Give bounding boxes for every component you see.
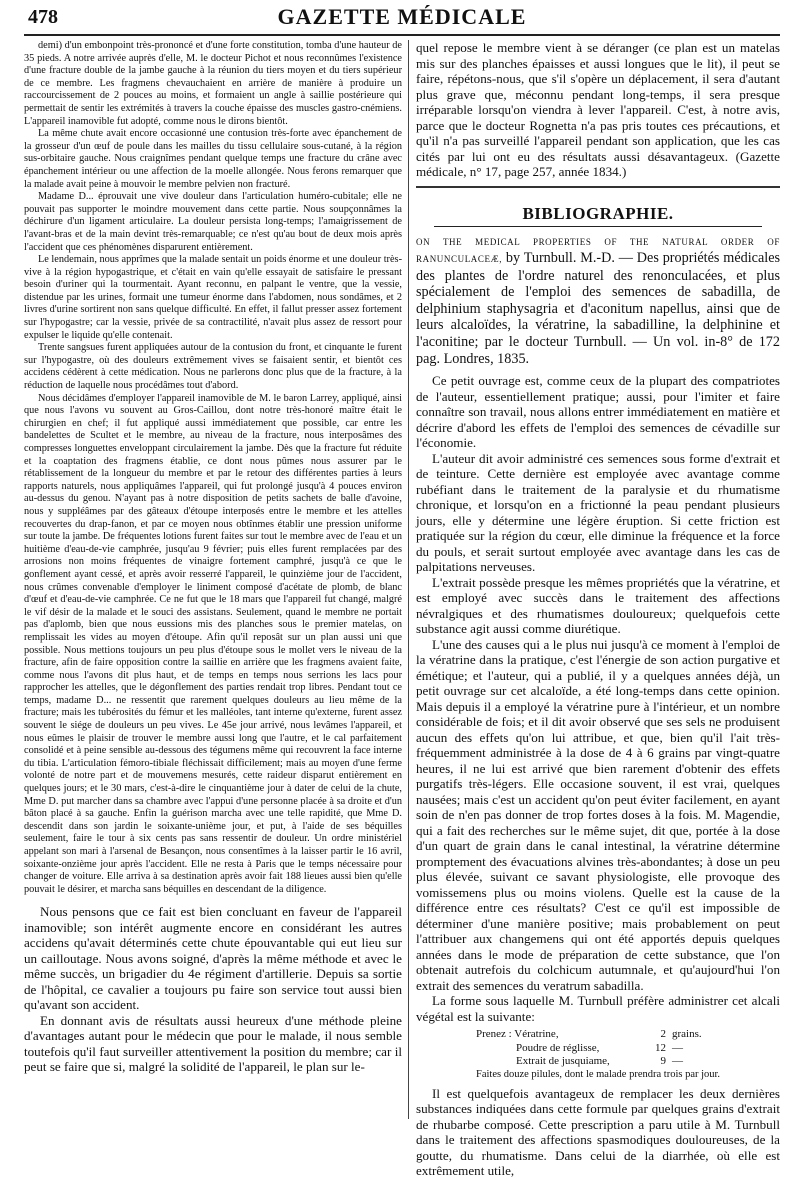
title-rule xyxy=(434,226,762,227)
formula-note: Faites douze pilules, dont le malade prendra trois par jour. xyxy=(476,1069,721,1081)
paragraph: L'une des causes qui a le plus nui jusqu'à ce moment à l'emploi de la vératrine dans la pratique, c'est l'énergie de son action purgative et émétique; et l'auteur, qui a publié, il y a quelques années déjà, un petit ouvrage sur cet alcaloïde, a été long-temps dans cette opinion. Mais depuis il a employé la vératrine pure à l'intérieur, et un nombre considérable de fois; et il dit avoir observé que ses sels ne produisent aucun des effets qu'on lui attribue, et que, bien qu'il l'ait très-fréquemment administrée à la dose de 4 à 6 grains par vingt-quatre heures, il ne lui est arrivé que bien rarement d'obtenir des effets purgatifs très-légers. Elle occasione souvent, il est vrai, quelques nausées; mais c'est un accident qu'on peut éviter facilement, en ayant soin de n'en pas donner de trop fortes doses à la fois. M. Magendie, qui a fait des recherches sur le même sujet, dit que, portée à la dose d'un quart de grain dans le canal intestinal, la vératrine détermine promptement des évacuations alvines très-abondantes; à dose un peu plus élevée, suivant ce savant physiologiste, elle provoque des vomissemens plus ou moins violens. Quelle est la cause de la différence entre ces résultats? C'est ce qu'il est impossible de déterminer d'une manière positive; mais probablement on peut l'attribuer aux changemens qui ont été apportés depuis quelques années dans le mode de préparation de cette substance, que l'on obtenait autrefois du colchicum autumnale, et qu'aujourd'hui l'on extrait des semences du veratrum sabadilla. xyxy=(416,636,780,993)
quantity: 12 xyxy=(655,1041,666,1054)
columns xyxy=(24,40,781,1179)
formula-row xyxy=(476,1042,780,1055)
paragraph: La même chute avait encore occasionné une contusion très-forte avec épanchement de la grosseur d'un œuf de poule dans les mailles du tissu cellulaire sous-cutané, à la région sus-orbitaire gauche. Nous craignîmes pendant quelque temps une fracture du crâne avec épanchement intérieur ou une affection de la moelle allongée. Nous ferons remarquer que la malade avait peine à mouvoir le membre pelvien non fracturé. xyxy=(24,128,402,190)
paragraph: demi) d'un embonpoint très-prononcé et d'une forte constitution, tomba d'une hauteur de 35 pieds. A notre arrivée auprès d'elle, M. le docteur Pichot et nous reconnûmes l'existence d'une fracture double de la jambe gauche à la réunion du tiers moyen et du tiers supérieur de ce membre. Les fragmens chevauchaient en arrière de manière à produire un raccourcissement de 2 pouces au moins, et formaient un angle à saillie postérieure qui permettait de sentir les extrémités à travers la couche épaisse des muscles gastro-cnémiens. L'appareil inamovible fut adopté, comme nous le dirons bientôt. xyxy=(24,40,402,127)
closing-section xyxy=(24,904,402,1075)
left-column xyxy=(24,40,402,1119)
paragraph: quel repose le membre vient à se déranger (ce plan est un matelas mis sur des planches épaisses et aussi longues que le lit), il peut se faire, répétons-nous, que s'il s'opère un déplacement, il sera d'autant plus grave que, méconnu pendant long-temps, il sera presque irréparable lorsqu'on viendra à lever l'appareil. C'est, à notre avis, parce que le docteur Rognetta n'a pas pris toutes ces précautions, et qu'il n'a pas surveillé l'appareil pendant son application, que les cas cités par lui ont eu des résultats aussi désavantageux. (Gazette médicale, n° 17, page 257, année 1834.) xyxy=(416,40,780,179)
ingredient: Poudre de réglisse, xyxy=(516,1041,600,1054)
paragraph: Il est quelquefois avantageux de remplacer les deux dernières substances indiquées dans cette formule par quelques grains d'extrait de rhubarbe composé. Cette prescription a paru utile à M. Turnbull dans le traitement des affections spasmodiques douloureuses, de la goutte, du rhumatisme. Dans celui de la diarrhée, où elle est extrêmement utile, xyxy=(416,1085,780,1179)
right-column xyxy=(416,40,781,1179)
section-separator xyxy=(416,186,780,188)
journal-title: GAZETTE MÉDICALE xyxy=(277,4,527,29)
paragraph: Trente sangsues furent appliquées autour de la contusion du front, et cinquante le furent sur l'hypogastre, où des douleurs extrêmement vives se faisaient sentir, et bientôt ces accidens cédèrent à cette médication. Nous ne parlerons donc plus que de la fracture, à la réduction de laquelle nous procédâmes tout d'abord. xyxy=(24,342,402,392)
paragraph: Madame D... éprouvait une vive douleur dans l'articulation huméro-cubitale; elle ne pouvait pas supporter le moindre mouvement dans cette partie. Nous soupçonnâmes la déchirure d'un ligament articulaire. La douleur persista long-temps; l'amaigrissement de l'avant-bras et de la main devint très-remarquable; ce n'est qu'au bout de deux mois après l'accident que ces phénomènes disparurent entièrement. xyxy=(24,191,402,253)
page-number: 478 xyxy=(28,6,58,28)
journal-page xyxy=(24,0,781,1179)
paragraph: Nous pensons que ce fait est bien concluant en faveur de l'appareil inamovible; son intérêt augmente encore en considérant les autres accidens qu'avait déterminés cette chute épouvantable qui eut lieu sur un cailloutage. Nous avons soigné, d'après la même méthode et avec le même succès, un brigadier du 4e régiment d'artillerie. Depuis sa sortie de l'hôpital, ce cavalier a toujours pu faire son service tout aussi bien qu'avant son accident. xyxy=(24,904,402,1013)
prescription-formula xyxy=(476,1028,780,1082)
formula-row xyxy=(476,1055,780,1068)
formula-row xyxy=(476,1028,780,1041)
section-title: BIBLIOGRAPHIE. xyxy=(522,203,674,223)
review-body xyxy=(416,373,780,1024)
book-english-title: ON THE MEDICAL PROPERTIES OF THE NATURAL ORDER OF RANUNCULACEÆ, xyxy=(416,236,780,265)
paragraph: Ce petit ouvrage est, comme ceux de la plupart des compatriotes de l'auteur, essentiellement pratique; aussi, pour l'imiter et faire connaître son travail, nous allons entrer immédiatement en matière et décrire d'abord les effets de l'emploi des semences de cévadille sur l'économie. xyxy=(416,373,780,451)
paragraph: L'extrait possède presque les mêmes propriétés que la vératrine, et est employé avec succès dans le traitement des affections névralgiques et des rhumatismes douloureux; quelquefois cette substance agit aussi comme diurétique. xyxy=(416,574,780,637)
book-entry xyxy=(416,233,780,368)
unit: — xyxy=(672,1041,683,1054)
ingredient: Prenez : Vératrine, xyxy=(476,1028,559,1041)
ingredient: Extrait de jusquiame, xyxy=(516,1055,610,1068)
final-section xyxy=(416,1086,780,1179)
paragraph: Nous décidâmes d'employer l'appareil inamovible de M. le baron Larrey, appliqué, ainsi que nous l'avons vu souvent au Gros-Caillou, dont notre très-honoré maître était le chirurgien en chef; il fut appliqué aussi immédiatement que possible, car entre les bandelettes de Scultet et le membre, au niveau de la fracture, nous interposâmes des compresses longuettes enveloppant circulairement la jambe. Dès que la fracture fut réduite et la coaptation des fragmens établie, ce dont nous pûmes nous assurer par le rétablissement de la longueur du membre et par le retour des différentes parties à leurs rapports naturels, nous appliquâmes l'appareil, qui fut prolongé jusqu'à 4 pouces environ au-dessus du genou. N'ayant pas à notre disposition de petits sachets de balle d'avoine, nous y suppléâmes par des gâteaux d'étoupe interposés entre le membre et les attelles recouvertes du drap-fanon, et par ce moyen nous obtînmes établir une pression uniforme sur toute la jambe. De fréquentes lotions furent faites sur tout le membre avec de l'eau et un huitième d'eau-de-vie camphrée, jusqu'au 9 février; puis elles furent remplacées par des arrosions non moins fréquentes de vinaigre fortement camphré, jusqu'à ce que le gonflement ayant cessé, et après avoir resserré l'appareil, le quinzième jour de l'accident, nous crûmes convenable d'employer le liniment composé d'acétate de plomb, de blanc d'œuf et d'eau-de-vie camphrée. Ce ne fut que le 18 mars que l'appareil fut changé, malgré le vif désir de la malade et le souci des assistans. Seulement, quand le membre ne portait pas d'aplomb, bien que nous eussions mis des planches sous le premier matelas, on remplissait les vides au moyen d'étoupe. Afin qu'il reposât sur un plan aussi uni que possible. Nous mettions toujours un peu plus d'étoupe sous le mollet vers le niveau de la fracture, afin de faire opposition contre la saillie en arrière que les fragmens avaient faite, comme nous l'avons dit plus haut, et de temps en temps nous serrions les lacs pour rapprocher les attelles, que le dégonflement des parties rendait trop libres. Pendant tout ce temps, madame D... ne ressentit que rarement quelques douleurs au lieu même de la fracture; mais les tubérosités du fémur et les malléoles, tant interne qu'externe, furent assez souvent le siége de douleurs un peu vives. Le 45e jour arrivé, nous levâmes l'appareil, et nous eûmes le plaisir de trouver le membre aussi long que l'autre, et le cal parfaitement consolidé et à peine sensible au-dessous des tégumens même qui recouvrent la face interne du tibia. L'articulation fémoro-tibiale fléchissait difficilement; mais au moyen d'une ferme volonté de notre part et de mouvemens mesurés, cette raideur disparut entièrement en quelques jours; et le 30 mars, c'est-à-dire le cinquantième jour à dater de celui de la chute, Mme D. put marcher dans sa chambre avec l'appui d'une personne placée à sa droite et d'un bâton placé à sa gauche. Enfin la guérison marcha avec une telle rapidité, que Mme D. descendit dans son jardin le soixante-unième jour, et put, à l'aide de ses béquilles seulement, faire le tour à six cents pas sans ressentir de douleur. Un ordre ministériel appelant son mari à l'arsenal de Besançon, nous consentîmes à la laisser partir le 16 avril, soixante-onzième jour après l'accident. Elle ne resta à Paris que le temps nécessaire pour changer de voiture. Elle arriva à sa destination après avoir fait 188 lieues aussi bien qu'elle pouvait le désirer, et marcha sans béquilles en descendant de la diligence. xyxy=(24,392,402,895)
unit: — xyxy=(672,1055,683,1068)
paragraph: La forme sous laquelle M. Turnbull préfère administrer cet alcali végétal est la suivante: xyxy=(416,993,780,1024)
quantity: 2 xyxy=(660,1028,666,1041)
unit: grains. xyxy=(672,1028,702,1041)
paragraph: En donnant avis de résultats aussi heureux d'une méthode pleine d'avantages autant pour le médecin que pour le malade, il nous semble toutefois qu'il faut surveiller attentivement la position du membre; car il peut se faire que si, malgré la solidité de l'appareil, le plan sur le- xyxy=(24,1012,402,1075)
book-description: by Turnbull. M.-D. — Des propriétés médicales des plantes de l'ordre naturel des renonculacées, et plus spécialement de l'emploi des semences de sabadilla, de delphinium staphysagria et d'aconitum napellus, ainsi que de leurs alcaloïdes, la vératrine, la sabadilline, la delphinine et l'aconitine; par le docteur Turnbull. — Un vol. in-8° de 172 pag. Londres, 1835. xyxy=(416,250,781,367)
paragraph: Le lendemain, nous apprîmes que la malade sentait un poids énorme et une douleur très-vive à la région hypogastrique, et c'était en vain qu'elle essayait de satisfaire le pressant besoin d'uriner qui la tourmentait. Ayant reconnu, en palpant le ventre, que la vessie, distendue par les urines, formait une tumeur énorme dans l'abdomen, nous sondâmes, et 2 livres d'urine sortirent non sans quelque difficulté. En effet, il fallut presser assez fortement sur l'hypogastre; car la vessie, privée de sa contractilité, n'avait plus assez de ressort pour expulser le liquide qu'elle contenait. xyxy=(24,254,402,341)
quantity: 9 xyxy=(660,1055,666,1068)
paragraph: L'auteur dit avoir administré ces semences sous forme d'extrait et de teinture. Cette dernière est employée avec avantage comme rubéfiant dans le traitement de la paralysie et du rhumatisme chronique, et lorsqu'on en a frictionné la peau pendant plusieurs jours, elle y détermine une légère éruption. Si cette friction est pratiquée sur la région du cœur, elle diminue la fréquence et la force du pouls, et serait surtout employée avec avantage dans les cas de palpitations nerveuses. xyxy=(416,450,780,575)
continuation-section xyxy=(416,40,780,180)
page-header xyxy=(24,0,780,36)
